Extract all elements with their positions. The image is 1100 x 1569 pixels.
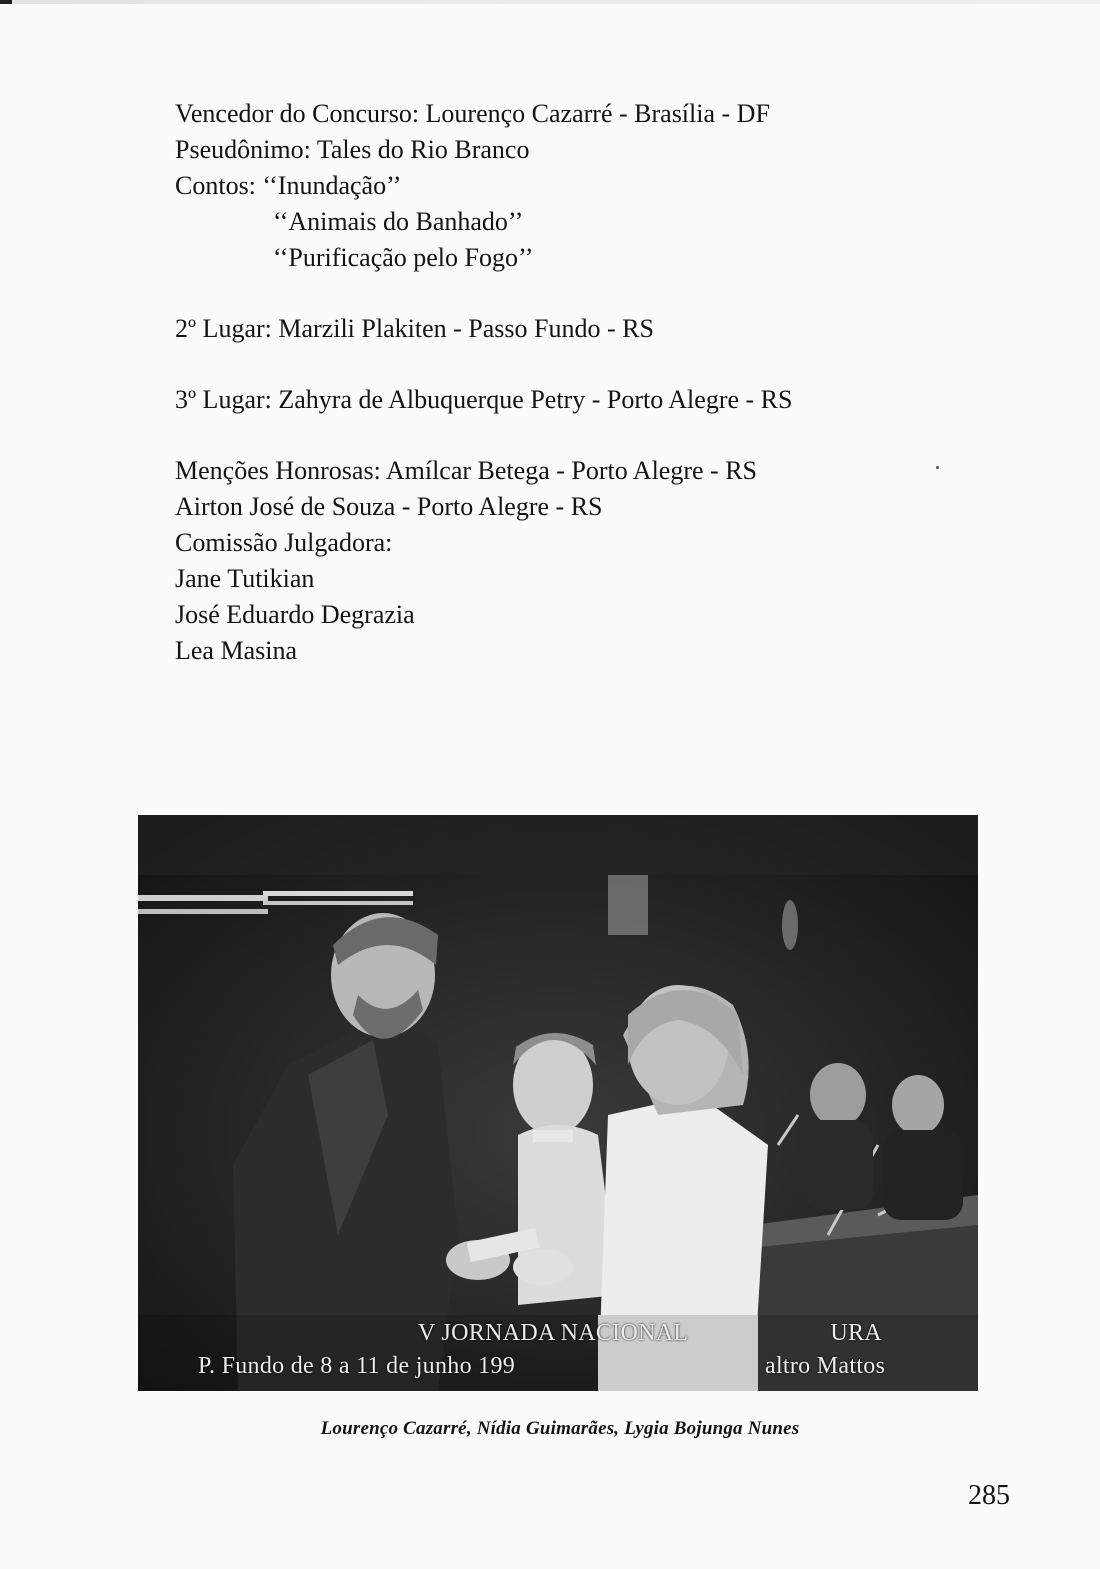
winner-line: Vencedor do Concurso: Lourenço Cazarré - Brasília - DF (175, 99, 770, 128)
stories-line: Contos: ‘‘Inundação’’ (175, 171, 402, 200)
banner-line-2: P. Fundo de 8 a 11 de junho 199 (198, 1353, 516, 1379)
banner-line-2-end: altro Mattos (765, 1353, 886, 1379)
banner-line-1: V JORNADA NACIONAL URA (418, 1320, 882, 1346)
jury-member-1: Jane Tutikian (175, 564, 315, 593)
photo-caption: Lourenço Cazarré, Nídia Guimarães, Lygia Bojunga Nunes (320, 1418, 800, 1439)
photo-illustration (138, 815, 978, 1391)
story-title-2: ‘‘Animais do Banhado’’ (273, 207, 524, 236)
jury-heading: Comissão Julgadora: (175, 528, 393, 557)
results-text (175, 96, 975, 669)
jury-member-3: Lea Masina (175, 636, 298, 665)
honorable-mentions-line: Menções Honrosas: Amílcar Betega - Porto Alegre - RS (175, 456, 757, 485)
scan-speck (936, 466, 939, 469)
story-title-3: ‘‘Purificação pelo Fogo’’ (273, 243, 534, 272)
scan-edge (0, 0, 1100, 4)
award-photo (138, 815, 978, 1391)
pseudonym-line: Pseudônimo: Tales do Rio Branco (175, 135, 530, 164)
honorable-mention-2: Airton José de Souza - Porto Alegre - RS (175, 492, 603, 521)
second-place-line: 2º Lugar: Marzili Plakiten - Passo Fundo - RS (175, 314, 654, 343)
jury-member-2: José Eduardo Degrazia (175, 600, 415, 629)
page-number: 285 (968, 1480, 1010, 1511)
third-place-line: 3º Lugar: Zahyra de Albuquerque Petry - Porto Alegre - RS (175, 385, 793, 414)
